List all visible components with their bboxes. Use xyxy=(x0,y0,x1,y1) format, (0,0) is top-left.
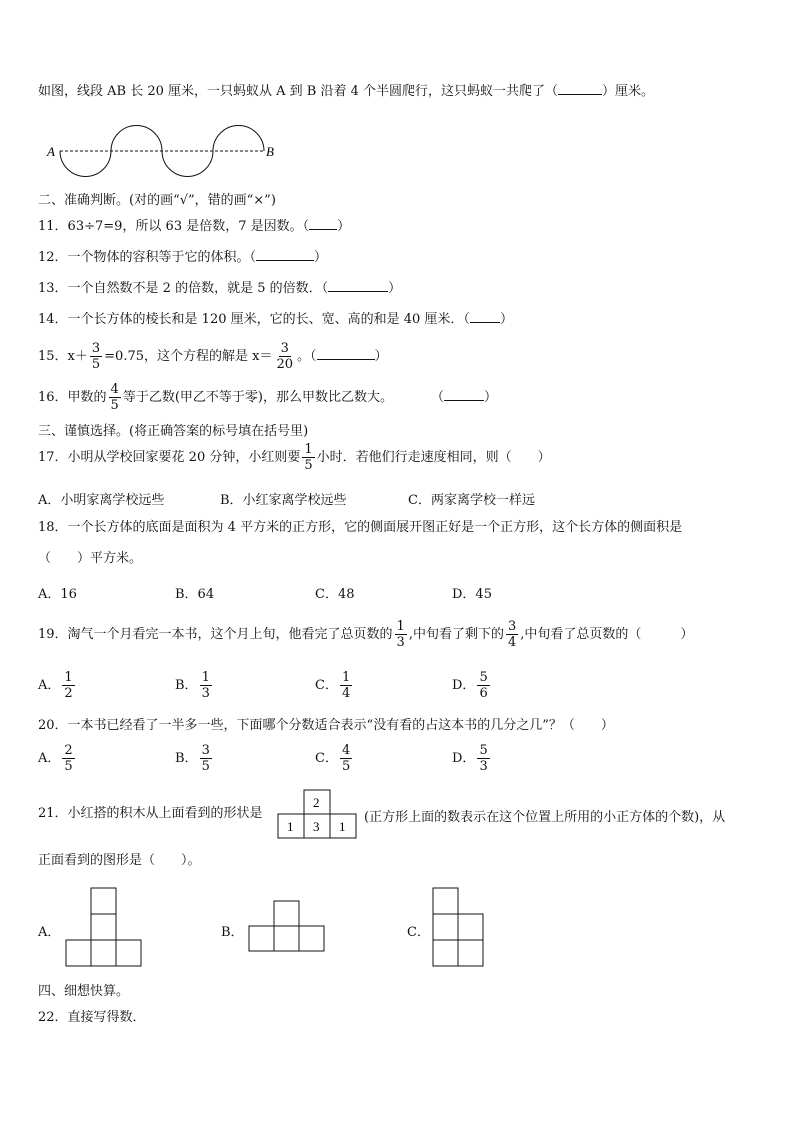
q20-option-b[interactable]: B． $\frac{3}{5}$ xyxy=(175,743,210,774)
q19-fraction-1: $\frac{1}{3}$ xyxy=(396,619,405,650)
label-a: A xyxy=(47,144,55,159)
grid-bottom-value-2: 3 xyxy=(313,819,320,834)
q10-text xyxy=(38,84,654,100)
q12-end: ） xyxy=(314,250,328,265)
q13-end: ） xyxy=(388,281,402,296)
semicircle-path-diagram xyxy=(44,118,284,188)
grid-bottom-value-3: 1 xyxy=(339,819,346,834)
q15-text-b: =0.75，这个方程的解是 x＝ xyxy=(104,349,273,364)
q21-option-c-label[interactable]: C． xyxy=(407,925,430,940)
section-3-heading: 三、谨慎选择。(将正确答案的标号填在括号里) xyxy=(38,424,309,439)
q17-option-a[interactable]: A．小明家离学校远些 xyxy=(38,493,165,508)
q20-option-c[interactable]: C． $\frac{4}{5}$ xyxy=(315,743,351,774)
q21-text-a: 21．小红搭的积木从上面看到的形状是 xyxy=(38,806,263,821)
q18-line-2: （ ）平方米。 xyxy=(38,551,143,566)
q19-text-b: ,中旬看了剩下的 xyxy=(408,627,504,642)
q15 xyxy=(38,340,388,374)
q17-fraction: $\frac{1}{5}$ xyxy=(304,442,313,473)
q14-answer-blank[interactable] xyxy=(470,322,500,323)
q10-stem: 如图，线段 AB 长 20 厘米，一只蚂蚁从 A 到 B 沿着 4 个半圆爬行，这只蚂蚁一共爬了（ xyxy=(38,84,559,99)
q13-text: 13．一个自然数不是 2 的倍数，就是 5 的倍数．（ xyxy=(38,281,329,296)
section-4-heading: 四、细想快算。 xyxy=(38,984,130,999)
q19-option-c[interactable]: C． $\frac{1}{4}$ xyxy=(315,670,351,701)
q18-option-d[interactable]: D．45 xyxy=(452,587,492,602)
q17-option-c[interactable]: C．两家离学校一样远 xyxy=(408,493,535,508)
q21-option-a-label[interactable]: A． xyxy=(38,925,61,940)
top-view-grid xyxy=(274,789,358,839)
q17-text-a: 17．小明从学校回家要花 20 分钟，小红则要 xyxy=(38,450,301,465)
q21-option-b-label[interactable]: B． xyxy=(221,925,244,940)
q16-text-b: 等于乙数(甲乙不等于零)，那么甲数比乙数大。 xyxy=(122,390,393,405)
q12 xyxy=(38,250,327,266)
q19-fraction-2: $\frac{3}{4}$ xyxy=(507,619,517,650)
q15-text-a: 15．x＋ xyxy=(38,349,88,364)
q12-answer-blank[interactable] xyxy=(256,260,314,261)
section-2-heading: 二、准确判断。(对的画“√”，错的画“×”) xyxy=(38,193,276,208)
q21-option-b-figure[interactable] xyxy=(248,900,328,954)
semicircle-1 xyxy=(60,151,111,177)
q21-option-a-figure[interactable] xyxy=(65,887,145,969)
grid-top-value: 2 xyxy=(313,795,320,810)
q16-answer-blank[interactable] xyxy=(444,400,484,401)
q19-text-c: ,中旬看了总页数的（ ） xyxy=(520,627,694,642)
semicircle-3 xyxy=(162,151,213,177)
q13 xyxy=(38,281,401,297)
q19-option-a[interactable]: A． $\frac{1}{2}$ xyxy=(38,670,73,701)
q19-option-d[interactable]: D． $\frac{5}{6}$ xyxy=(452,670,488,701)
q15-text-c: 。（ xyxy=(297,349,317,364)
q15-fraction-1: $\frac{3}{5}$ xyxy=(91,341,101,372)
q16-text-a: 16．甲数的 xyxy=(38,390,107,405)
q12-text: 12．一个物体的容积等于它的体积。（ xyxy=(38,250,257,265)
q14-end: ） xyxy=(499,312,513,327)
q17-option-b[interactable]: B．小红家离学校远些 xyxy=(220,493,347,508)
q11-end: ） xyxy=(337,219,351,234)
q14-text: 14．一个长方体的棱长和是 120 厘米，它的长、宽、高的和是 40 厘米．（ xyxy=(38,312,470,327)
q19 xyxy=(38,616,693,654)
q15-end: ） xyxy=(374,349,388,364)
q21-text-b: (正方形上面的数表示在这个位置上所用的小正方体的个数)，从 xyxy=(364,810,726,825)
q11 xyxy=(38,219,350,235)
q18-option-b[interactable]: B．64 xyxy=(175,587,215,602)
q20-option-a[interactable]: A． $\frac{2}{5}$ xyxy=(38,743,73,774)
q18-option-a[interactable]: A．16 xyxy=(38,587,77,602)
q16-fraction: $\frac{4}{5}$ xyxy=(110,382,119,413)
q19-text-a: 19．淘气一个月看完一本书，这个月上旬，他看完了总页数的 xyxy=(38,627,393,642)
semicircle-2 xyxy=(111,126,162,151)
q14 xyxy=(38,312,513,328)
q19-option-b[interactable]: B． $\frac{1}{3}$ xyxy=(175,670,210,701)
label-b: B xyxy=(266,144,274,159)
q13-answer-blank[interactable] xyxy=(328,291,388,292)
semicircle-4 xyxy=(213,126,264,151)
q15-answer-blank[interactable] xyxy=(317,359,375,360)
q20-option-d[interactable]: D． $\frac{5}{3}$ xyxy=(452,743,488,774)
q11-text: 11．63÷7=9，所以 63 是倍数，7 是因数。（ xyxy=(38,219,310,234)
q16-open: （ xyxy=(430,390,444,405)
q21-line-2: 正面看到的图形是（ ）。 xyxy=(38,853,201,868)
q18-option-c[interactable]: C．48 xyxy=(315,587,355,602)
q20-text: 20．一本书已经看了一半多一些，下面哪个分数适合表示“没有看的占这本书的几分之几”？（ ） xyxy=(38,718,614,733)
q11-answer-blank[interactable] xyxy=(309,229,337,230)
q10-stem-end: ）厘米。 xyxy=(602,84,655,99)
grid-bottom-value-1: 1 xyxy=(287,819,294,834)
q17 xyxy=(38,439,551,477)
q21-option-c-figure[interactable] xyxy=(432,887,488,969)
q10-answer-blank[interactable] xyxy=(558,94,602,95)
q17-text-b: 小时．若他们行走速度相同，则（ ） xyxy=(316,450,551,465)
q16-end: ） xyxy=(484,390,498,405)
q16 xyxy=(38,381,497,415)
q18-line-1: 18．一个长方体的底面是面积为 4 平方米的正方形，它的侧面展开图正好是一个正方形，这个长方体的侧面积是 xyxy=(38,520,683,535)
q15-fraction-2: $\frac{3}{20}$ xyxy=(276,341,294,372)
q22-text: 22．直接写得数． xyxy=(38,1010,146,1025)
